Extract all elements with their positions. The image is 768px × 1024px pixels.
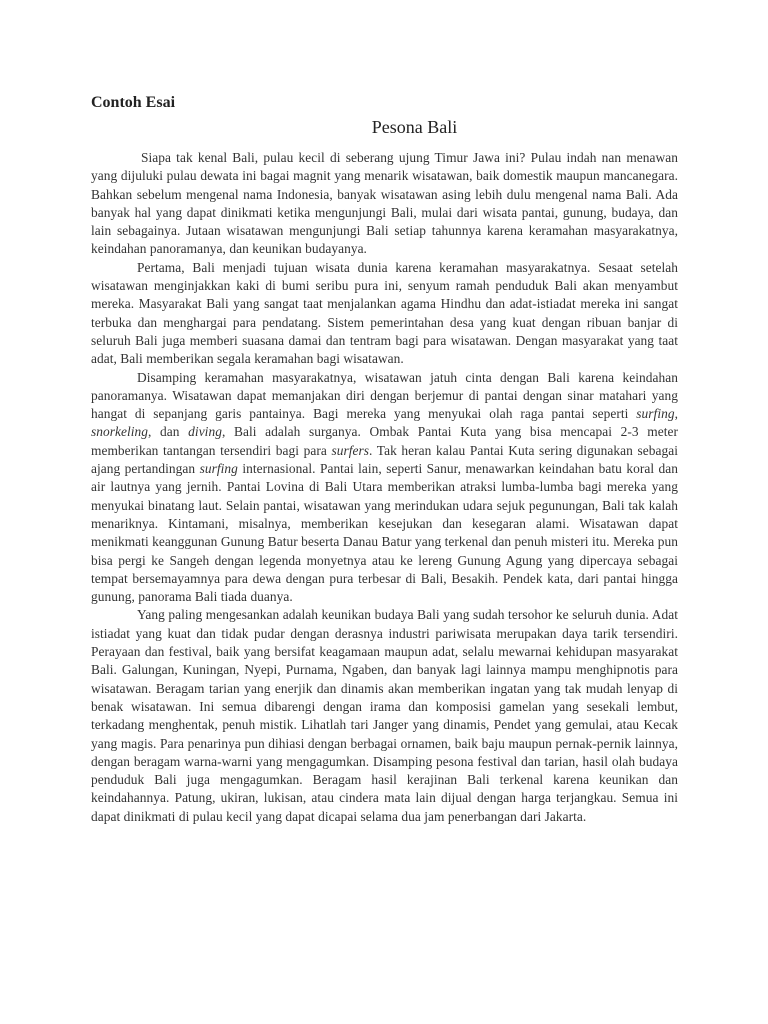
italic-term: surfing — [636, 406, 675, 422]
paragraph-text: internasional. Pantai lain, seperti Sanur, menawarkan keindahan batu koral dan air lautnya yang jernih. Pantai Lovina di Bali Utara memberikan atraksi lumba-lumba bagi mereka yang menyukai binatang laut. Selain pantai, wisatawan yang merindukan udara sejuk pegunungan, Bali tak kalah menariknya. Kintamani, misalnya, memberikan kesejukan dan kesegaran alami. Wisatawan dapat menikmati keanggunan Gunung Batur beserta Danau Batur yang terkenal dan penuh misteri itu. Mereka pun bisa pergi ke Sangeh dengan legenda monyetnya atau ke lereng Gunung Agung yang dipercaya sebagai tempat bersemayamnya para dewa dengan pura terbesar di Bali, Besakih. Pendek kata, dari pantai hingga gunung, panorama Bali tiada duanya. — [91, 461, 679, 605]
paragraph-culture: Yang paling mengesankan adalah keunikan budaya Bali yang sudah tersohor ke seluruh dunia. Adat istiadat yang kuat dan tidak pudar dengan derasnya industri pariwisata merupakan daya tarik tersendiri. Perayaan dan festival, baik yang bersifat keagamaan maupun adat, selalu mewarnai kehidupan masyarakat Bali. Galungan, Kuningan, Nyepi, Purnama, Ngaben, dan banyak lagi lainnya mampu menghipnotis para wisatawan. Beragam tarian yang enerjik dan dinamis akan memberikan ingatan yang tak mudah lenyap di benak wisatawan. Ini semua dibarengi dengan irama dan komposisi gamelan yang sesekali lembut, terkadang menghentak, penuh mistik. Lihatlah tari Janger yang dinamis, Pendet yang gemulai, atau Kecak yang magis. Para penarinya pun dihiasi dengan berbagai ornamen, baik baju maupun pernak-pernik lainnya, dengan beragam warna-warni yang mengagumkan. Disamping pesona festival dan tarian, hasil olah budaya penduduk Bali juga mengagumkan. Beragam hasil kerajinan Bali terkenal karena keunikan dan keindahannya. Patung, ukiran, lukisan, atau cindera mata lain dijual dengan harga terjangkau. Semua ini dapat dinikmati di pulau kecil yang dapat dicapai selama dua jam penerbangan dari Jakarta. — [91, 607, 678, 824]
paragraph-text: , dan — [148, 424, 189, 440]
italic-term: diving — [188, 424, 222, 440]
paragraph-intro: Siapa tak kenal Bali, pulau kecil di seberang ujung Timur Jawa ini? Pulau indah nan menawan yang dijuluki pulau dewata ini bagai magnit yang menarik wisatawan, baik domestik maupun mancanegara. Bahkan sebelum mengenal nama Indonesia, banyak wisatawan asing lebih dulu mengenal nama Bali. Ada banyak hal yang dapat dinikmati ketika mengunjungi Bali, mulai dari wisata pantai, gunung, budaya, dan lain sebagainya. Jutaan wisatawan mengunjungi Bali setiap tahunnya karena keramahan masyarakatnya, keindahan panoramanya, dan keunikan budayanya. — [91, 150, 678, 257]
italic-term: surfers — [331, 442, 370, 458]
paragraph-panorama — [91, 369, 678, 607]
paragraph-text: . Tak heran kalau Pantai Kuta sering digunakan sebagai ajang pertandingan — [91, 442, 679, 477]
essay-body — [91, 149, 678, 826]
paragraph-text: Disamping keramahan masyarakatnya, wisatawan jatuh cinta dengan Bali karena keindahan panoramanya. Wisatawan dapat memanjakan diri dengan berjemur di pantai dengan sinar matahari yang hangat di sepanjang garis pantainya. Bagi mereka yang menyukai olah raga pantai seperti — [91, 369, 678, 422]
paragraph-hospitality: Pertama, Bali menjadi tujuan wisata dunia karena keramahan masyarakatnya. Sesaat setelah wisatawan menginjakkan kaki di bumi seribu pura ini, senyum ramah penduduk Bali akan menyambut mereka. Masyarakat Bali yang sangat taat menjalankan agama Hindhu dan adat-istiadat mereka ini sangat terbuka dan menghargai para pendatang. Sistem pemerintahan desa yang kuat dengan ribuan banjar di seluruh Bali juga memberi suasana damai dan tentram bagi para wisatawan. Dengan masyarakat yang taat adat, Bali memberikan segala keramahan bagi wisatawan. — [91, 259, 678, 367]
italic-term: surfing — [199, 461, 238, 477]
essay-label: Contoh Esai — [91, 94, 176, 111]
essay-title: Pesona Bali — [371, 117, 458, 137]
italic-term: snorkeling — [91, 424, 149, 440]
paragraph-text: , — [674, 406, 678, 422]
paragraph-text: , Bali adalah surganya. Ombak Pantai Kuta yang bisa mencapai 2-3 meter memberikan tantangan tersendiri bagi para — [91, 424, 678, 458]
